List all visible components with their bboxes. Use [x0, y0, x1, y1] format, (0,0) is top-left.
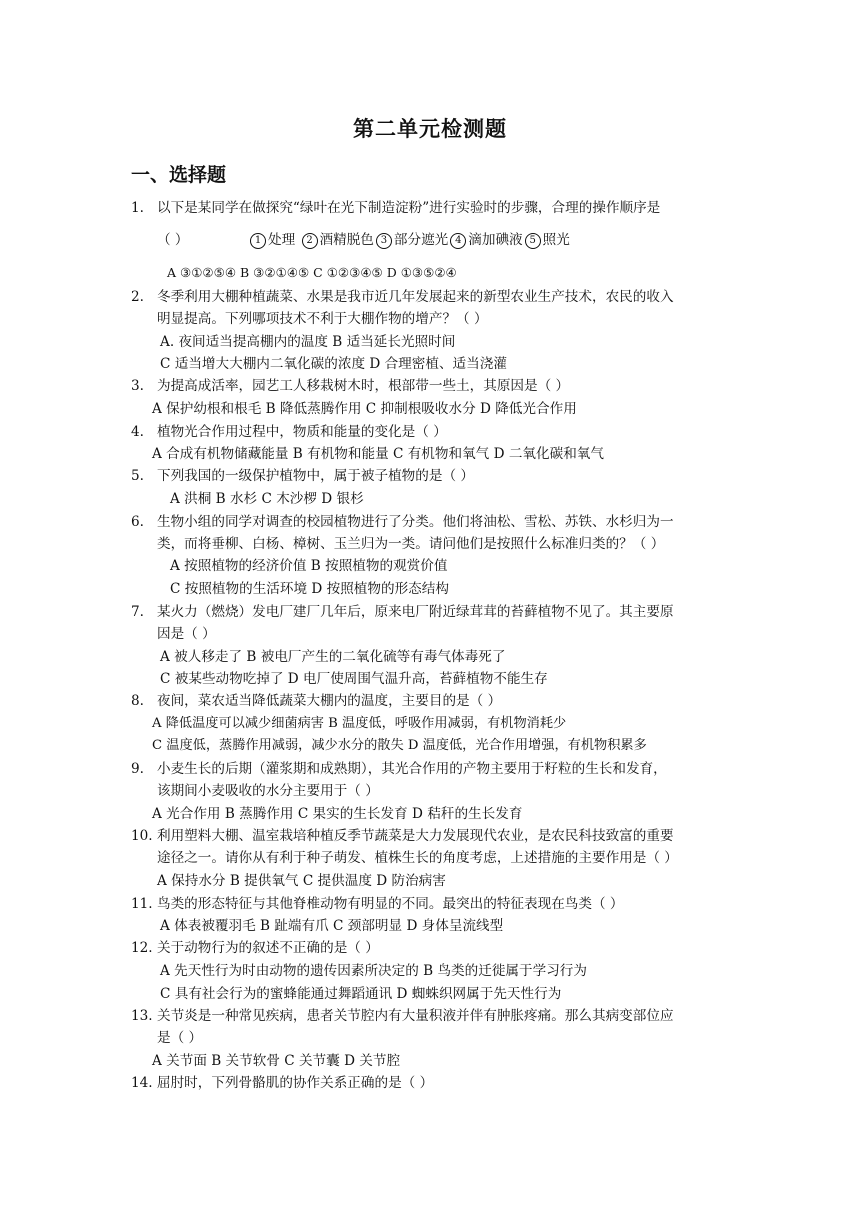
question-number: 14.	[131, 1075, 153, 1091]
step-number: 3	[376, 233, 392, 249]
question-text: 是（ ）	[157, 1030, 203, 1046]
question-number: 11.	[131, 896, 153, 912]
option-line: A 体表被覆羽毛 B 趾端有爪 C 颈部明显 D 身体呈流线型	[160, 918, 504, 934]
option-line: A 保护幼根和根毛 B 降低蒸腾作用 C 抑制根吸收水分 D 降低光合作用	[152, 401, 577, 417]
step-label: 酒精脱色	[319, 232, 374, 248]
section-heading: 一、选择题	[131, 164, 227, 186]
option-line: A 关节面 B 关节软骨 C 关节囊 D 关节腔	[152, 1053, 401, 1069]
question-text: 夜间，菜农适当降低蔬菜大棚内的温度，主要目的是（ ）	[157, 693, 502, 709]
question-number: 5.	[131, 468, 144, 484]
question-text: 因是（ ）	[157, 626, 216, 642]
question-text: 该期间小麦吸收的水分主要用于（ ）	[157, 783, 379, 799]
step-number: 1	[250, 233, 266, 249]
question-number: 1.	[131, 200, 144, 216]
question-number: 2.	[131, 289, 144, 305]
option-line: A 被人移走了 B 被电厂产生的二氧化硫等有毒气体毒死了	[160, 649, 506, 665]
question-text: 生物小组的同学对调查的校园植物进行了分类。他们将油松、雪松、苏铁、水杉归为一	[157, 514, 674, 530]
question-text: 途径之一。请你从有利于种子萌发、植株生长的角度考虑，上述措施的主要作用是（ ）	[157, 850, 678, 866]
question-text: 明显提高。下列哪项技术不利于大棚作物的增产？（ ）	[157, 311, 488, 327]
question-text: 以下是某同学在做探究“绿叶在光下制造淀粉”进行实验时的步骤，合理的操作顺序是	[157, 200, 661, 216]
option-line: A 洪桐 B 水杉 C 木沙椤 D 银杉	[170, 491, 364, 507]
option-line: A 保持水分 B 提供氧气 C 提供温度 D 防治病害	[157, 873, 446, 889]
question-text: 下列我国的一级保护植物中，属于被子植物的是（ ）	[157, 468, 474, 484]
step-number: 5	[525, 233, 541, 249]
question-text: 冬季利用大棚种植蔬菜、水果是我市近几年发展起来的新型农业生产技术，农民的收入	[157, 289, 674, 305]
option-line: A. 夜间适当提高棚内的温度 B 适当延长光照时间	[160, 334, 456, 350]
option-line: A 先天性行为时由动物的遗传因素所决定的 B 鸟类的迁徙属于学习行为	[160, 963, 587, 979]
step-label: 部分遮光	[393, 232, 449, 248]
question-number: 4.	[131, 424, 144, 440]
page-title: 第二单元检测题	[353, 116, 507, 141]
question-number: 12.	[131, 940, 153, 956]
question-number: 8.	[131, 693, 144, 709]
option-line: C 按照植物的生活环境 D 按照植物的形态结构	[170, 581, 449, 597]
option-line: C 适当增大大棚内二氧化碳的浓度 D 合理密植、适当浇灌	[160, 356, 507, 372]
option-line: A 合成有机物储藏能量 B 有机物和能量 C 有机物和氧气 D 二氧化碳和氧气	[152, 446, 604, 462]
step-number: 2	[302, 233, 318, 249]
option-line: A ③①②⑤④ B ③②①④⑤ C ①②③④⑤ D ①③⑤②④	[167, 265, 457, 280]
question-number: 13.	[131, 1008, 153, 1024]
option-line: A 光合作用 B 蒸腾作用 C 果实的生长发育 D 秸秆的生长发育	[152, 806, 523, 822]
question-text: 类，而将垂柳、白杨、樟树、玉兰归为一类。请问他们是按照什么标准归类的？（ ）	[157, 536, 665, 552]
question-number: 10.	[131, 828, 153, 844]
step-number: 4	[450, 233, 466, 249]
option-line: C 被某些动物吃掉了 D 电厂使周围气温升高，苔藓植物不能生存	[160, 671, 548, 687]
answer-blank: （ ）	[157, 232, 189, 248]
question-number: 7.	[131, 604, 144, 620]
question-text: 关节炎是一种常见疾病，患者关节腔内有大量积液并伴有肿胀疼痛。那么其病变部位应	[157, 1008, 674, 1024]
question-number: 9.	[131, 761, 144, 777]
step-label: 照光	[542, 232, 570, 248]
option-line: A 按照植物的经济价值 B 按照植物的观赏价值	[170, 558, 448, 574]
option-line: A 降低温度可以减少细菌病害 B 温度低，呼吸作用减弱，有机物消耗少	[152, 716, 567, 731]
question-text: 屈肘时，下列骨骼肌的协作关系正确的是（ ）	[157, 1075, 434, 1091]
question-number: 3.	[131, 378, 144, 394]
step-list	[248, 231, 570, 249]
question-text: 小麦生长的后期（灌浆期和成熟期），其光合作用的产物主要用于籽粒的生长和发育，	[157, 761, 667, 777]
option-line: C 具有社会行为的蜜蜂能通过舞蹈通讯 D 蜘蛛织网属于先天性行为	[160, 986, 562, 1002]
question-text: 鸟类的形态特征与其他脊椎动物有明显的不同。最突出的特征表现在鸟类（ ）	[157, 896, 624, 912]
question-text: 关于动物行为的叙述不正确的是（ ）	[157, 940, 379, 956]
step-label: 滴加碘液	[468, 232, 523, 248]
step-label: 处理	[268, 232, 296, 248]
question-number: 6.	[131, 514, 144, 530]
question-text: 为提高成活率，园艺工人移栽树木时，根部带一些土，其原因是（ ）	[157, 378, 570, 394]
option-line: C 温度低，蒸腾作用减弱，减少水分的散失 D 温度低，光合作用增强，有机物积累多	[152, 738, 647, 753]
question-text: 某火力（燃烧）发电厂建厂几年后，原来电厂附近绿茸茸的苔藓植物不见了。其主要原	[157, 604, 674, 620]
question-text: 利用塑料大棚、温室栽培种植反季节蔬菜是大力发展现代农业，是农民科技致富的重要	[157, 828, 674, 844]
question-text: 植物光合作用过程中，物质和能量的变化是（ ）	[157, 424, 447, 440]
